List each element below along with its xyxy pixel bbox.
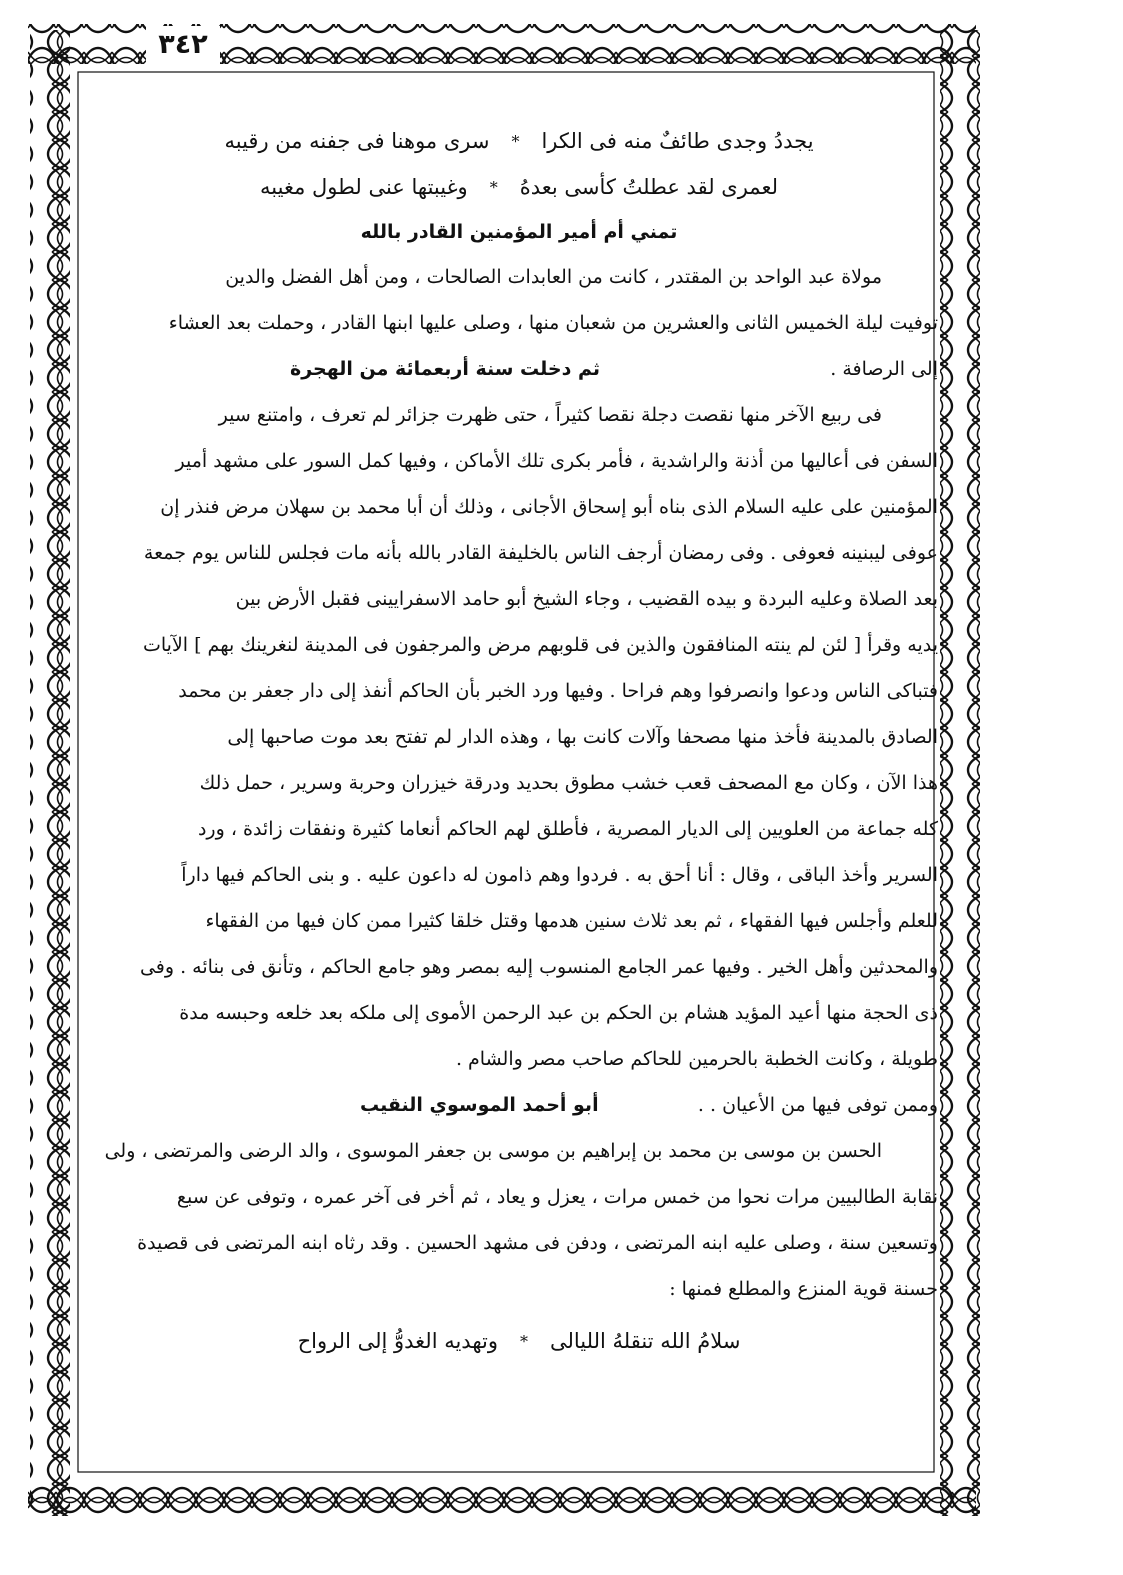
verse-left-hemistich: وغيبتها عنى لطول مغيبه <box>260 175 468 199</box>
text-line: مولاة عبد الواحد بن المقتدر ، كانت من العابدات الصالحات ، ومن أهل الفضل والدين <box>225 266 882 288</box>
obituary-heading: أبو أحمد الموسوي النقيب <box>360 1094 599 1116</box>
verse-separator: * <box>511 131 520 151</box>
text-line: فى ربيع الآخر منها نقصت دجلة نقصا كثيراً ، حتى ظهرت جزائر لم تعرف ، وامتنع سير <box>218 404 882 426</box>
text-line: الحسن بن موسى بن محمد بن إبراهيم بن موسى بن جعفر الموسوى ، والد الرضى والمرتضى ، ولى <box>104 1140 882 1162</box>
text-line-with-heading <box>100 346 938 392</box>
text-line: طويلة ، وكانت الخطبة بالحرمين للحاكم صاحب مصر والشام . <box>455 1048 938 1070</box>
verse-right-hemistich: سلامُ الله تنقلهُ الليالى <box>550 1329 741 1353</box>
verse-line <box>100 118 938 164</box>
text-line: فتباكى الناس ودعوا وانصرفوا وهم فراحا . وفيها ورد الخبر بأن الحاكم أنفذ إلى دار جعفر بن محمد <box>178 680 938 702</box>
text-line-end: إلى الرصافة . <box>830 358 938 380</box>
text-line: بعد الصلاة وعليه البردة و بيده القضيب ، وجاء الشيخ أبو حامد الاسفرايينى فقبل الأرض بين <box>235 588 938 610</box>
text-line-with-heading <box>100 1082 938 1128</box>
verse-line <box>100 164 938 210</box>
text-line: نقابة الطالبيين مرات نحوا من خمس مرات ، يعزل و يعاد ، ثم أخر فى آخر عمره ، وتوفى عن سبع <box>176 1186 938 1208</box>
page-body <box>100 118 938 1466</box>
verse-separator: * <box>489 177 498 197</box>
section-heading: تمني أم أمير المؤمنين القادر بالله <box>360 221 678 243</box>
text-line: كله جماعة من العلويين إلى الديار المصرية ، فأطلق لهم الحاكم أنعاما كثيرة ونفقات زائدة ، ورد <box>197 818 938 840</box>
text-line: وتسعين سنة ، وصلى عليه ابنه المرتضى ، ودفن فى مشهد الحسين . وقد رثاه ابنه المرتضى فى قصيدة <box>137 1232 938 1254</box>
verse-left-hemistich: سرى موهنا فى جفنه من رقيبه <box>224 129 490 153</box>
text-line: توفيت ليلة الخميس الثانى والعشرين من شعبان منها ، وصلى عليها ابنها القادر ، وحملت بعد العشاء <box>168 312 938 334</box>
year-heading: ثم دخلت سنة أربعمائة من الهجرة <box>290 358 601 380</box>
text-line: ذى الحجة منها أعيد المؤيد هشام بن الحكم بن عبد الرحمن الأموى إلى ملكه بعد خلعه وحبسه مدة <box>179 1002 938 1024</box>
text-line: والمحدثين وأهل الخير . وفيها عمر الجامع المنسوب إليه بمصر وهو جامع الحاكم ، وتأنق فى بنائه . وفى <box>139 956 938 978</box>
text-line: الصادق بالمدينة فأخذ منها مصحفا وآلات كانت بها ، وهذه الدار لم تفتح بعد موت صاحبها إلى <box>227 726 938 748</box>
verse-right-hemistich: لعمرى لقد عطلتُ كأسى بعدهُ <box>519 175 778 199</box>
paragraph-biography <box>100 1128 938 1312</box>
verse-separator: * <box>520 1331 528 1351</box>
text-line: المؤمنين على عليه السلام الذى بناه أبو إسحاق الأجانى ، وذلك أن أبا محمد بن سهلان مرض فنذر إن <box>160 496 938 518</box>
paragraph-year-events <box>100 392 938 1128</box>
text-line: للعلم وأجلس فيها الفقهاء ، ثم بعد ثلاث سنين هدمها وقتل خلقا كثيرا ممن كان فيها من الفقهاء <box>205 910 938 932</box>
text-line: يديه وقرأ [ لئن لم ينته المنافقون والذين فى قلوبهم مرض والمرجفون فى المدينة لنغرينك بهم ] الآيات <box>142 634 938 656</box>
text-line: حسنة قوية المنزع والمطلع فمنها : <box>669 1278 938 1300</box>
text-line: عوفى ليبنينه فعوفى . وفى رمضان أرجف الناس بالخليفة القادر بالله بأنه مات فجلس للناس يوم جمعة <box>143 542 938 564</box>
verse-right-hemistich: يجددُ وجدى طائفٌ منه فى الكرا <box>541 129 814 153</box>
text-line: السفن فى أعاليها من أذنة والراشدية ، فأمر بكرى تلك الأماكن ، وفيها كمل السور على مشهد أمير <box>175 450 938 472</box>
text-line: هذا الآن ، وكان مع المصحف قعب خشب مطوق بحديد ودرقة خيزران وحربة وسرير ، حمل ذلك <box>199 772 938 794</box>
paragraph-death-notice <box>100 254 938 392</box>
verse-line <box>100 1318 938 1364</box>
page-number: ٣٤٢ <box>146 26 220 64</box>
obituaries-intro: وممن توفى فيها من الأعيان . . <box>697 1094 938 1116</box>
verse-left-hemistich: وتهديه الغدوُّ إلى الرواح <box>297 1329 498 1353</box>
text-line: السرير وأخذ الباقى ، وقال : أنا أحق به . فردوا وهم ذامون له داعون عليه . و بنى الحاكم فيها داراً <box>181 864 938 886</box>
